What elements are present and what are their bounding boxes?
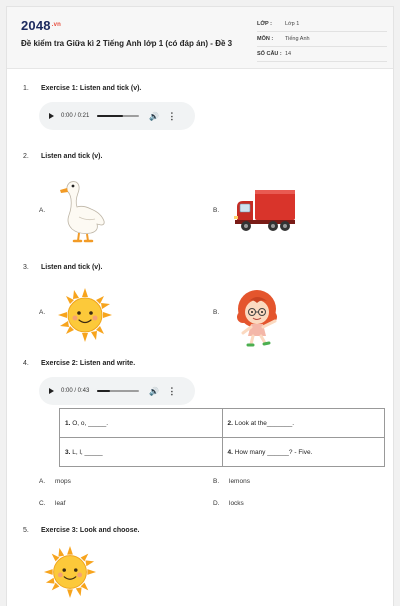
question-number: 4.: [23, 360, 29, 367]
document-title: Đề kiểm tra Giữa kì 2 Tiếng Anh lớp 1 (có đáp án) - Đề 3: [21, 39, 233, 48]
item-text: Look at the_______.: [232, 419, 295, 427]
sun-icon: [43, 545, 97, 599]
option-a-word: mops: [55, 478, 71, 485]
play-icon[interactable]: [49, 113, 54, 119]
question-number: 2.: [23, 153, 29, 160]
more-options-icon[interactable]: ⋮: [167, 385, 177, 396]
audio-time: 0:00 / 0:43: [61, 388, 90, 394]
document-sheet: [6, 6, 394, 606]
option-b-label: B.: [213, 309, 220, 316]
girl-icon: [233, 287, 287, 347]
meta-key: SỐ CÂU :: [257, 51, 282, 57]
site-logo[interactable]: [21, 18, 61, 33]
meta-key: LỚP :: [257, 21, 272, 27]
question-text: Exercise 1: Listen and tick (v).: [41, 85, 142, 92]
table-cell: [222, 438, 385, 467]
meta-row-class: [257, 17, 387, 32]
item-number: 2.: [227, 419, 233, 427]
goose-icon: [57, 177, 107, 245]
question-text: Exercise 2: Listen and write.: [41, 360, 136, 367]
table-row: [60, 409, 385, 438]
audio-progress-fill: [97, 390, 110, 392]
question-text: Listen and tick (v).: [41, 264, 103, 271]
item-text: How many ______? - Five.: [232, 448, 313, 456]
option-c-letter: C.: [39, 500, 46, 507]
truck-icon: [233, 187, 297, 233]
meta-value: 14: [285, 51, 292, 57]
audio-time: 0:00 / 0:21: [61, 113, 90, 119]
table-cell: [60, 409, 223, 438]
audio-progress-bar[interactable]: [97, 390, 139, 392]
more-options-icon[interactable]: ⋮: [167, 110, 177, 121]
option-d-letter: D.: [213, 500, 220, 507]
fill-in-table: [59, 408, 385, 467]
option-a-label: A.: [39, 309, 46, 316]
question-text: Exercise 3: Look and choose.: [41, 527, 140, 534]
question-text: Listen and tick (v).: [41, 153, 103, 160]
logo-text: 2048: [21, 18, 51, 33]
volume-icon[interactable]: 🔊: [149, 386, 160, 396]
audio-progress-bar[interactable]: [97, 115, 139, 117]
option-b-label: B.: [213, 207, 220, 214]
option-b-letter: B.: [213, 478, 220, 485]
table-row: [60, 438, 385, 467]
item-number: 1.: [65, 419, 71, 427]
option-c-word: leaf: [55, 500, 66, 507]
document-meta: [257, 17, 387, 62]
sun-icon: [57, 287, 113, 343]
question-number: 3.: [23, 264, 29, 271]
item-text: L, l, _____: [70, 448, 103, 456]
option-d-word: locks: [229, 500, 244, 507]
option-b-word: lemons: [229, 478, 250, 485]
question-number: 5.: [23, 527, 29, 534]
meta-value: Tiếng Anh: [285, 36, 310, 42]
logo-suffix: .vn: [51, 22, 62, 28]
item-number: 3.: [65, 448, 71, 456]
question-number: 1.: [23, 85, 29, 92]
item-text: O, o, _____.: [70, 419, 109, 427]
item-number: 4.: [227, 448, 233, 456]
play-icon[interactable]: [49, 388, 54, 394]
audio-player[interactable]: [39, 102, 195, 130]
table-cell: [222, 409, 385, 438]
table-cell: [60, 438, 223, 467]
meta-key: MÔN :: [257, 36, 274, 42]
document-header: [7, 7, 393, 69]
audio-player[interactable]: [39, 377, 195, 405]
volume-icon[interactable]: 🔊: [149, 111, 160, 121]
option-a-letter: A.: [39, 478, 46, 485]
meta-value: Lớp 1: [285, 21, 300, 27]
meta-row-count: [257, 47, 387, 62]
audio-progress-fill: [97, 115, 123, 117]
option-a-label: A.: [39, 207, 46, 214]
meta-row-subject: [257, 32, 387, 47]
